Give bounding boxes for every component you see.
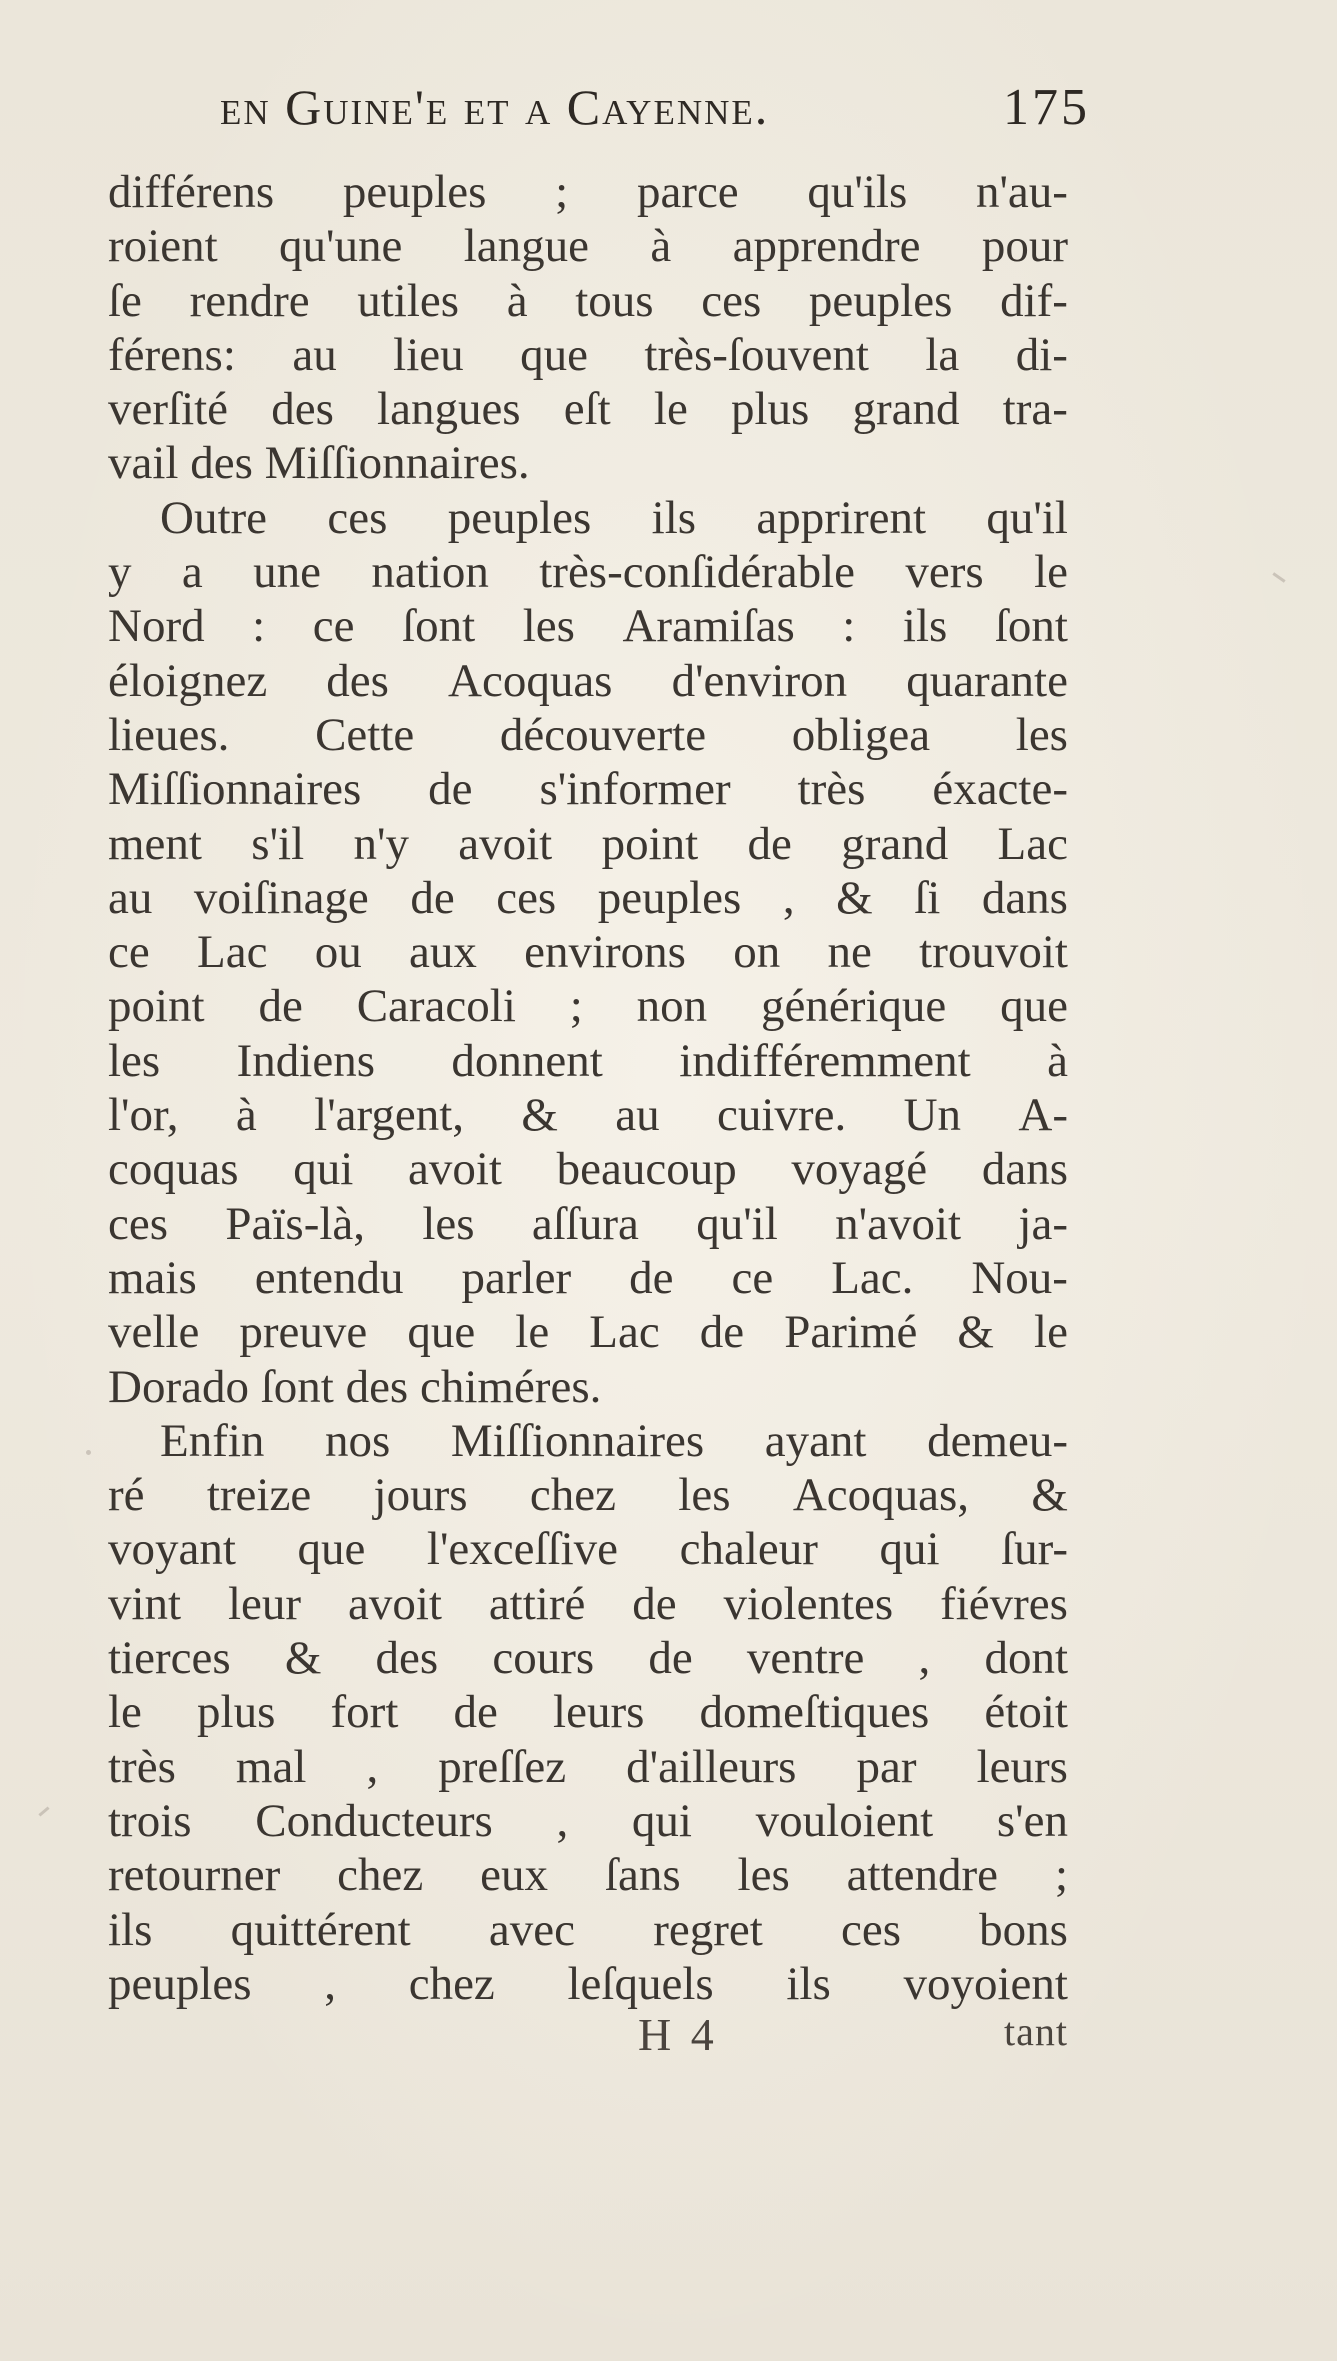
paper-speck <box>86 1450 91 1455</box>
text-line: vail des Miſſionnaires. <box>108 437 530 490</box>
catchword: tant <box>1004 2009 1068 2054</box>
text-line: ils quittérent avec regret ces bons <box>108 1903 1068 1956</box>
text-line: l'or, à l'argent, & au cuivre. Un A- <box>108 1089 1068 1142</box>
text-line: y a une nation très-conſidérable vers le <box>108 546 1068 599</box>
text-line: verſité des langues eſt le plus grand tra- <box>108 383 1068 436</box>
text-line: velle preuve que le Lac de Parimé & le <box>108 1306 1068 1359</box>
text-line: ment s'il n'y avoit point de grand Lac <box>108 817 1068 870</box>
text-line: différens peuples ; parce qu'ils n'au- <box>108 166 1068 218</box>
text-line: coquas qui avoit beaucoup voyagé dans <box>108 1143 1068 1196</box>
text-line: Outre ces peuples ils apprirent qu'il <box>160 491 1068 544</box>
text-line: Miſſionnaires de s'informer très éxacte- <box>108 763 1068 816</box>
text-line: tierces & des cours de ventre , dont <box>108 1632 1068 1685</box>
text-line: roient qu'une langue à apprendre pour <box>108 220 1068 273</box>
text-line: ré treize jours chez les Acoquas, & <box>108 1469 1068 1522</box>
text-line: ces Païs-là, les aſſura qu'il n'avoit ja- <box>108 1197 1068 1250</box>
text-line: vint leur avoit attiré de violentes fiévres <box>108 1577 1068 1630</box>
paper-speck <box>38 1806 49 1816</box>
text-line: au voiſinage de ces peuples , & ſi dans <box>108 871 1068 924</box>
text-line: Nord : ce ſont les Aramiſas : ils ſont <box>108 600 1068 653</box>
text-line: trois Conducteurs , qui vouloient s'en <box>108 1794 1068 1847</box>
page-header <box>220 78 1090 158</box>
text-line: ſe rendre utiles à tous ces peuples dif- <box>108 274 1068 327</box>
body-text <box>108 165 1068 2011</box>
page-number: 175 <box>1003 79 1090 136</box>
text-line: Enfin nos Miſſionnaires ayant demeu- <box>160 1414 1068 1467</box>
running-title: en Guine'e et a Cayenne. <box>220 79 770 135</box>
paper-speck <box>1272 572 1285 582</box>
text-line: le plus fort de leurs domeſtiques étoit <box>108 1686 1068 1739</box>
page-footer <box>108 2008 1068 2068</box>
text-line: férens: au lieu que très-ſouvent la di- <box>108 328 1068 381</box>
text-line: lieues. Cette découverte obligea les <box>108 708 1068 761</box>
text-line: mais entendu parler de ce Lac. Nou- <box>108 1251 1068 1304</box>
text-line: voyant que l'exceſſive chaleur qui ſur- <box>108 1523 1068 1576</box>
text-line: ce Lac ou aux environs on ne trouvoit <box>108 926 1068 979</box>
text-line: peuples , chez leſquels ils voyoient <box>108 1957 1068 2010</box>
text-line: point de Caracoli ; non générique que <box>108 980 1068 1033</box>
text-line: Dorado ſont des chiméres. <box>108 1360 602 1413</box>
text-line: retourner chez eux ſans les attendre ; <box>108 1849 1068 1902</box>
signature-mark: H 4 <box>638 2009 718 2060</box>
text-line: éloignez des Acoquas d'environ quarante <box>108 654 1068 707</box>
text-line: très mal , preſſez d'ailleurs par leurs <box>108 1740 1068 1793</box>
text-line: les Indiens donnent indifféremment à <box>108 1034 1068 1087</box>
